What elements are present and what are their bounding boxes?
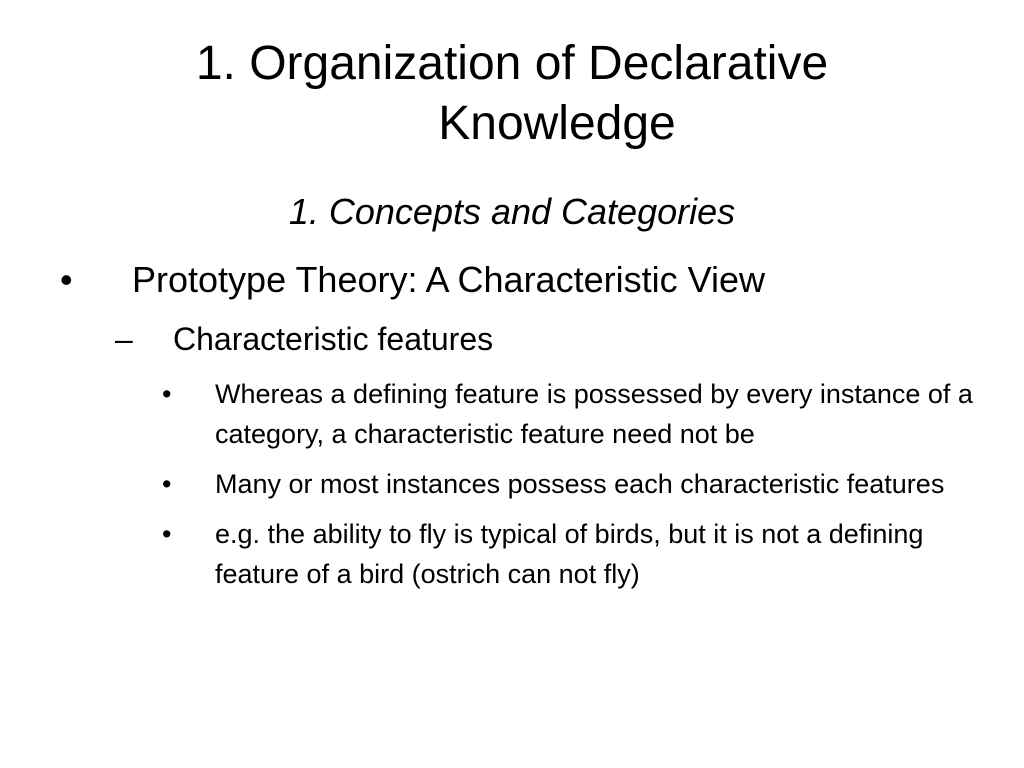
bullet-level3-text: Whereas a defining feature is possessed by every instance of a category, a characteristic feature need not be [215,379,973,449]
bullet-marker: • [162,379,172,409]
bullet-marker: • [162,469,172,499]
bullet-level1-text: Prototype Theory: A Characteristic View [132,259,765,300]
slide-subtitle: 1. Concepts and Categories [288,191,736,232]
slide-title [80,34,944,154]
dash-marker: – [115,321,133,357]
bullet-level2 [115,318,995,360]
slide-title-line2: Knowledge [438,97,676,150]
bullet-level3-text: Many or most instances possess each characteristic features [215,469,945,499]
list-item [162,514,982,594]
bullet-level3-text: e.g. the ability to fly is typical of birds, but it is not a defining feature of a bird (ostrich can not fly) [215,519,924,589]
slide-title-line1: 1. Organization of Declarative [195,37,829,90]
bullet-level2-text: Characteristic features [173,321,494,357]
bullet-level1 [60,256,1000,304]
bullet-marker: • [60,259,73,300]
bullet-marker: • [162,519,172,549]
list-item [162,464,982,504]
list-item [162,374,982,454]
bullet-level3-list [162,374,982,604]
